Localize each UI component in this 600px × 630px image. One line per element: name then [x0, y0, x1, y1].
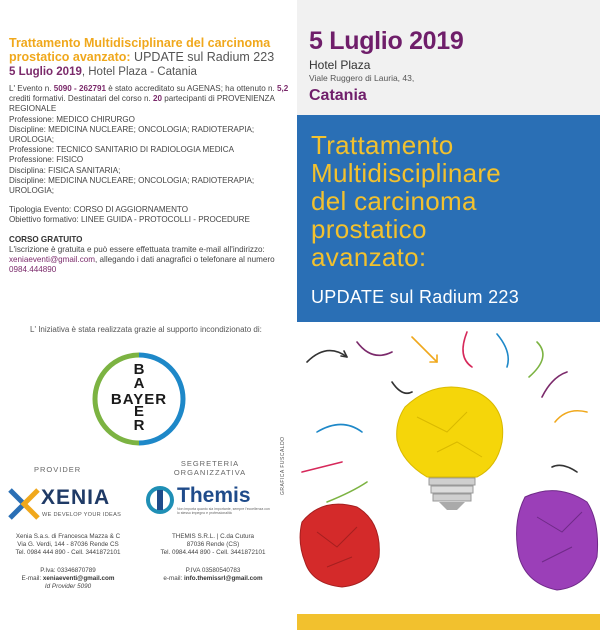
provider-email-link[interactable]: xeniaeventi@gmail.com — [42, 574, 115, 582]
bayer-logo — [92, 352, 186, 446]
title-line: prostatico — [311, 214, 427, 244]
segreteria-piva: P.IVA 03580540783 — [185, 566, 241, 574]
discipline-line: Discipline: MEDICINA NUCLEARE; ONCOLOGIA; RADIOTERAPIA; UROLOGIA; — [9, 124, 255, 145]
themis-tag: Non importa quanto sia importante, sempre l'eccellenza con lo stesso impegno e professionalità — [177, 507, 270, 515]
bulb-tip — [439, 502, 465, 510]
graphic-credit — [280, 405, 290, 495]
red-paper-ball — [300, 504, 379, 587]
left-date-line — [9, 66, 197, 78]
event-city: Catania — [309, 87, 367, 104]
title-line: del carcinoma — [311, 186, 477, 216]
segreteria-info — [150, 533, 276, 583]
squiggle-arrow — [497, 334, 508, 367]
segreteria-email-link[interactable]: info.themissrl@gmail.com — [184, 574, 263, 582]
obiettivo: Obiettivo formativo: LINEE GUIDA - PROTOCOLLI - PROCEDURE — [9, 215, 250, 225]
themis-logo-icon — [146, 484, 174, 516]
accreditation-text — [9, 84, 294, 275]
bottom-accent-bar — [297, 614, 600, 630]
bayer-v-r: R — [133, 417, 145, 434]
participants: 20 — [152, 94, 162, 104]
segreteria-line: Tel. 0984.444 890 - Cell. 3441872101 — [160, 549, 266, 557]
event-venue: Hotel Plaza — [309, 58, 371, 72]
squiggle-arrow — [529, 342, 543, 377]
segreteria-email-label: e-mail: — [163, 574, 183, 582]
purple-paper-ball — [517, 491, 598, 590]
provider-email-label: E-mail: — [21, 574, 42, 582]
main-title — [311, 131, 596, 271]
event-number: 5090 - 262791 — [53, 84, 106, 93]
title-block — [297, 115, 600, 322]
left-title-sub: UPDATE sul Radium 223 — [134, 50, 275, 64]
profession-line: Professione: MEDICO CHIRURGO — [9, 114, 135, 124]
squiggle-arrow — [555, 411, 587, 422]
course-text-2: , allegando i dati anagrafici o telefonare al numero — [95, 255, 275, 265]
bayer-v-e: E — [133, 403, 145, 420]
profession-line: Professione: TECNICO SANITARIO DI RADIOLOGIA MEDICA — [9, 145, 235, 155]
provider-line: Xenia S.a.s. di Francesca Mazza & C — [15, 533, 121, 540]
graphic-credit-text: GRAFICA FUSCALDO — [280, 436, 286, 495]
title-line: Multidisciplinare — [311, 158, 502, 188]
bulb-base-ring — [433, 494, 471, 501]
straight-arrow — [412, 337, 437, 362]
title-line: avanzato: — [311, 242, 427, 272]
provider-label: PROVIDER — [34, 465, 82, 474]
course-text — [9, 245, 294, 276]
left-title-main: Trattamento Multidisciplinare del carcinoma prostatico avanzato: — [9, 36, 271, 64]
xenia-tag: WE DEVELOP YOUR IDEAS — [42, 512, 122, 518]
accr-p3: crediti formativi. Destinatari del corso n. — [9, 94, 151, 104]
provider-piva: P.Iva: 03346870789 — [40, 566, 96, 574]
left-date: 5 Luglio 2019 — [9, 66, 82, 78]
squiggle-arrow — [392, 382, 412, 393]
right-panel — [297, 0, 600, 630]
squiggle-arrow — [552, 465, 577, 472]
bulb-base-ring — [431, 486, 473, 493]
provider-line: Via G. Verdi, 144 - 87036 Rende CS — [17, 541, 119, 549]
segreteria-label: SEGRETERIA ORGANIZZATIVA — [173, 459, 247, 477]
lightbulb-illustration — [297, 322, 600, 630]
accr-p4: partecipanti di PROVENIENZA REGIONALE — [9, 94, 275, 114]
course-email-link[interactable]: xeniaeventi@gmail.com — [9, 255, 96, 265]
segreteria-line: 87036 Rende (CS) — [186, 541, 240, 549]
discipline-line: Disciplina: FISICA SANITARIA; — [9, 165, 121, 175]
course-text-1: L'iscrizione è gratuita e può essere effettuata tramite e-mail all'indirizzo: — [9, 244, 265, 254]
straight-arrow — [302, 462, 342, 472]
bayer-v-a: A — [133, 375, 145, 392]
support-text: L' Iniziativa è stata realizzata grazie al supporto incondizionato di: — [30, 325, 262, 334]
squiggle-arrow — [357, 342, 392, 355]
left-panel — [0, 0, 297, 630]
left-venue: , Hotel Plaza - Catania — [81, 66, 197, 78]
segreteria-line: THEMIS S.R.L. | C.da Cutura — [171, 533, 255, 540]
course-heading: CORSO GRATUITO — [9, 234, 83, 244]
left-title — [9, 36, 294, 64]
discipline-line: Discipline: MEDICINA NUCLEARE; ONCOLOGIA; RADIOTERAPIA; UROLOGIA; — [9, 175, 255, 196]
provider-id: Id Provider 5090 — [44, 583, 92, 591]
accr-p2: è stato accreditato su AGENAS; ha ottenuto n. — [108, 84, 275, 93]
tipologia: Tipologia Evento: CORSO DI AGGIORNAMENTO — [9, 205, 189, 215]
main-subtitle: UPDATE sul Radium 223 — [311, 287, 520, 307]
themis-name: Themis — [177, 484, 251, 507]
bayer-wordmark: BAYER — [110, 391, 168, 408]
provider-info — [4, 533, 132, 591]
bulb-paper — [397, 387, 503, 477]
xenia-name: XENIA — [41, 486, 111, 509]
bulb-base-ring — [429, 478, 475, 485]
accr-p1: L' Evento n. — [9, 84, 52, 93]
provider-line: Tel. 0984 444 890 - Cell. 3441872101 — [15, 549, 121, 557]
profession-line: Professione: FISICO — [9, 155, 84, 165]
event-date: 5 Luglio 2019 — [309, 27, 464, 55]
date-block — [297, 0, 600, 115]
squiggle-arrow — [542, 372, 567, 397]
credits: 5,2 — [276, 84, 289, 93]
event-street: Viale Ruggero di Lauria, 43, — [309, 73, 415, 83]
squiggle-arrow — [327, 482, 367, 502]
title-line: Trattamento — [311, 130, 454, 160]
squiggle-arrow — [317, 425, 362, 433]
bayer-v-b: B — [133, 361, 145, 378]
course-phone-link[interactable]: 0984.444890 — [9, 265, 57, 275]
squiggle-arrow — [463, 332, 472, 367]
